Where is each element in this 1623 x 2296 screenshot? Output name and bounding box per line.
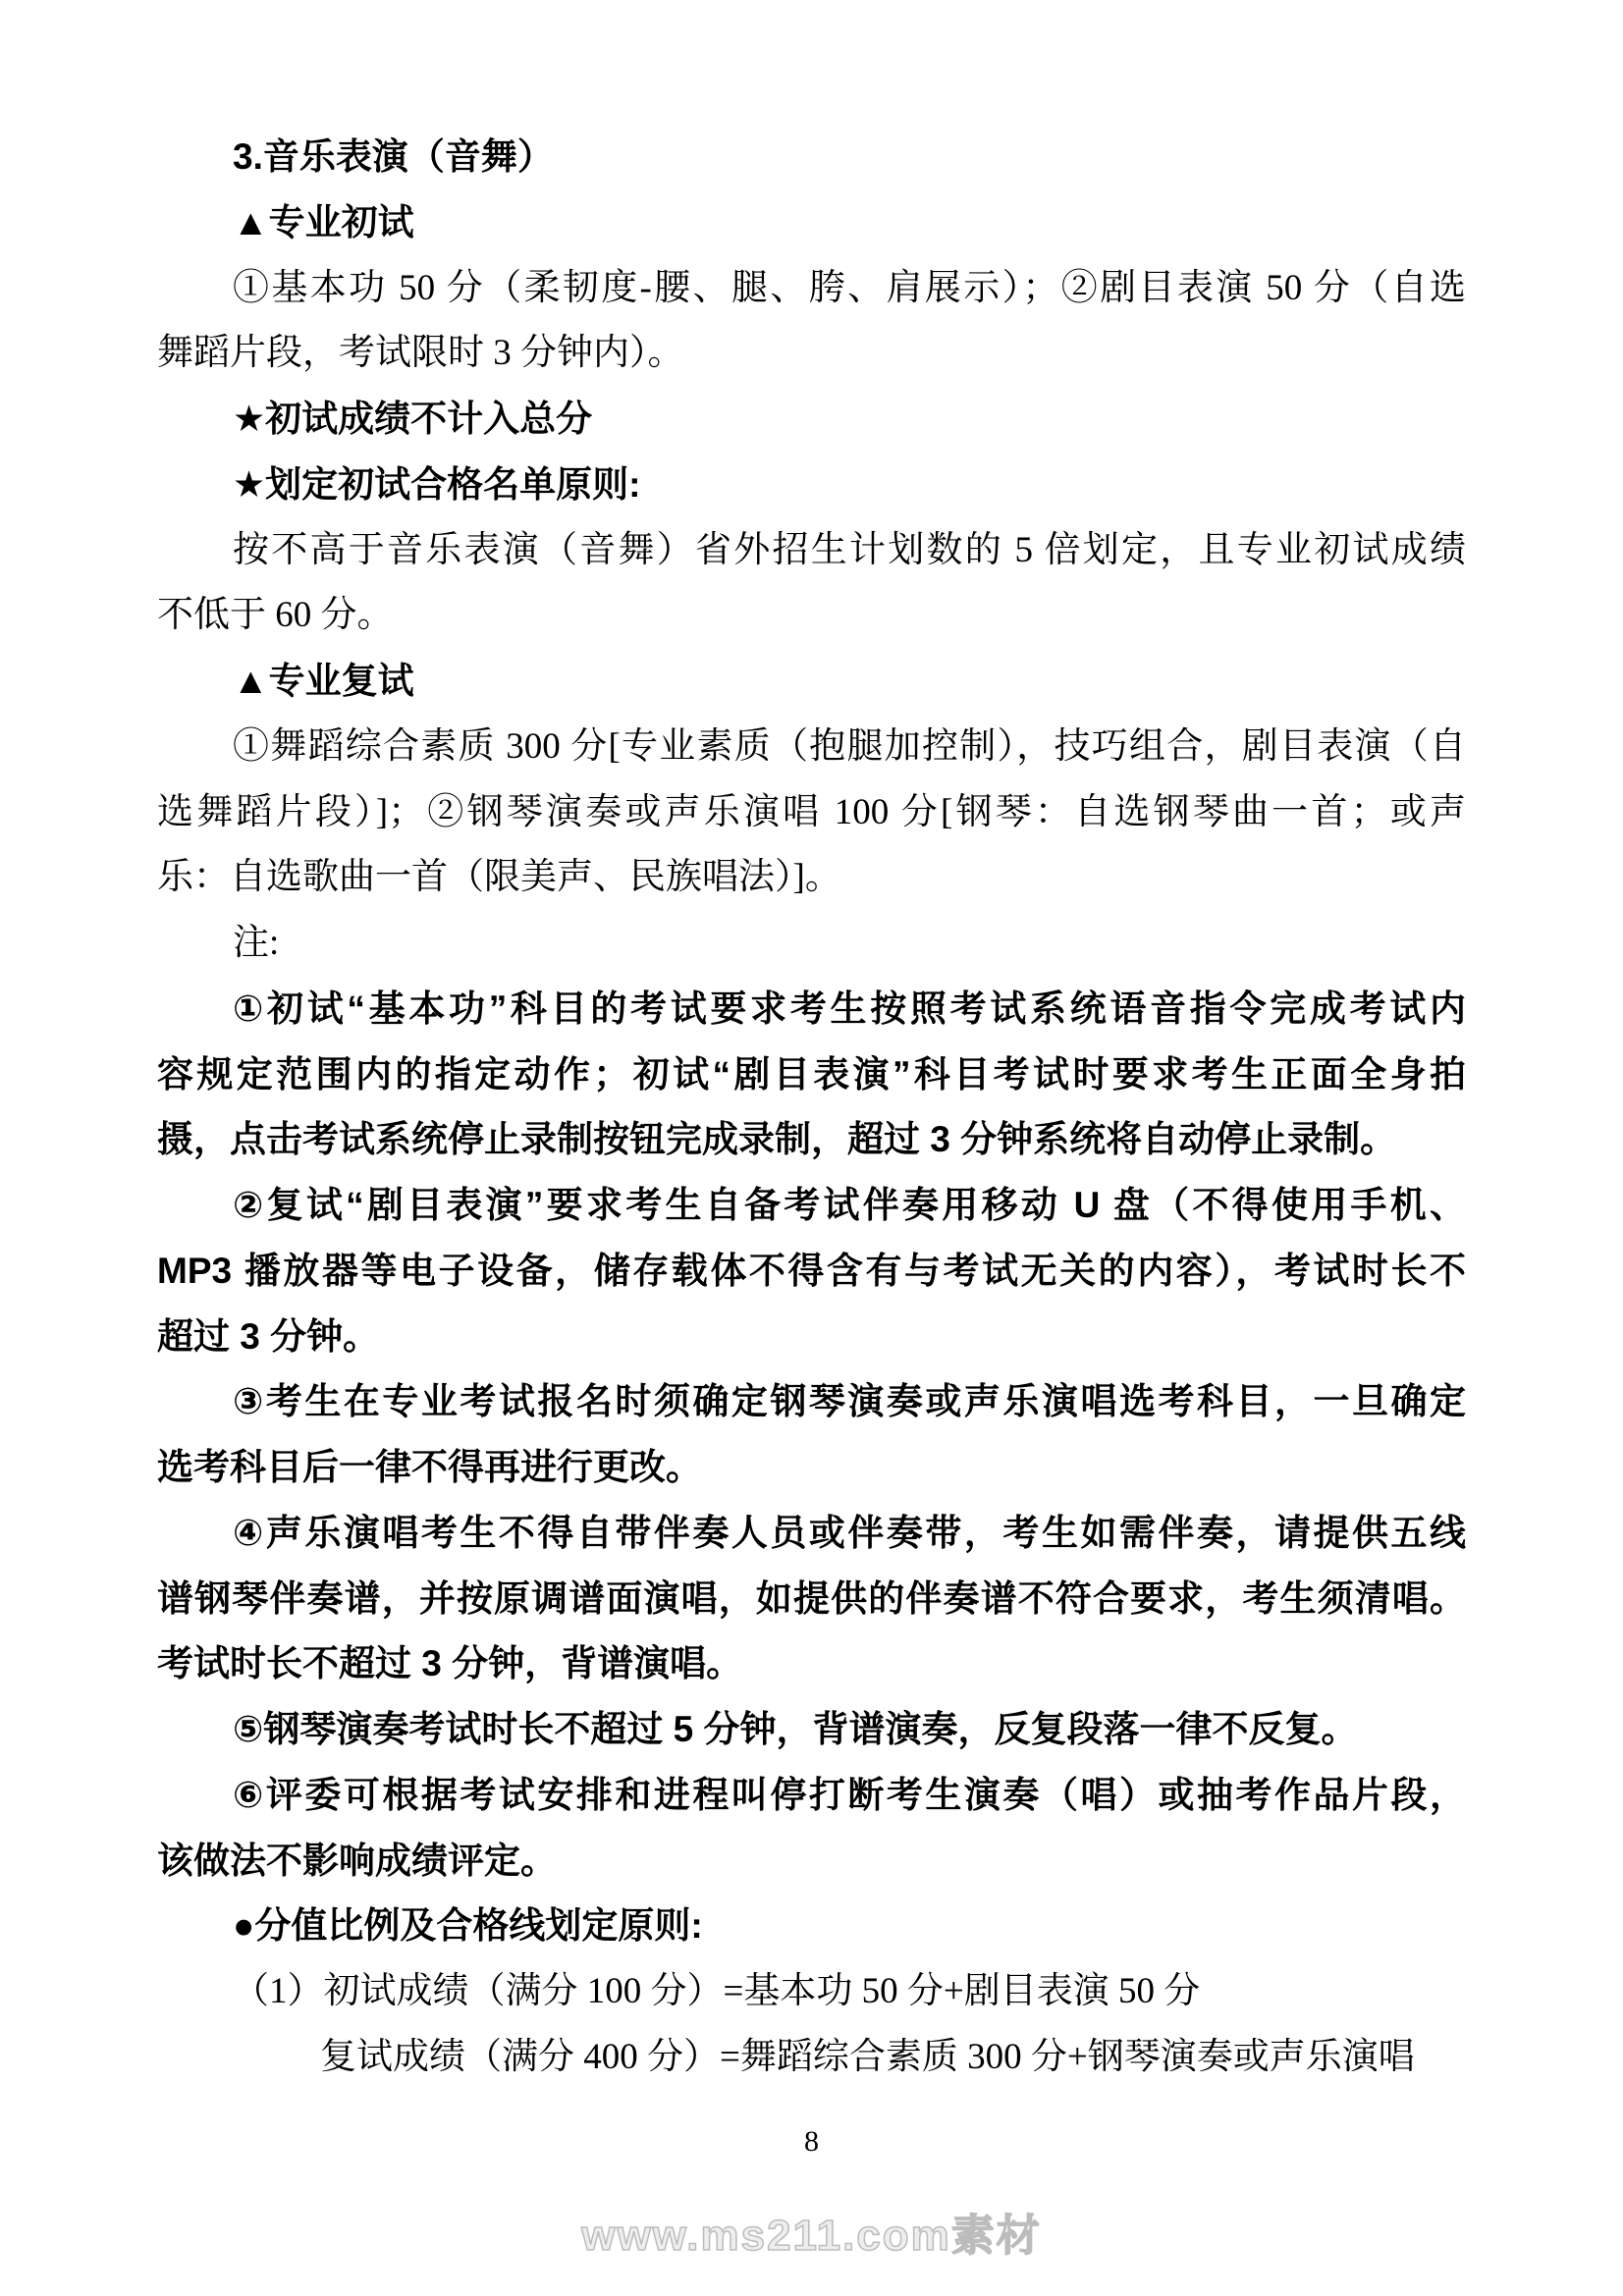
- text-line: ★初试成绩不计入总分: [233, 399, 593, 439]
- text-line: ▲专业初试: [233, 201, 414, 242]
- text-line: ②复试“剧目表演”要求考生自备考试伴奏用移动 U 盘（不得使用手机、: [233, 1185, 1466, 1225]
- text-line: （1）初试成绩（满分 100 分）=基本功 50 分+剧目表演 50 分: [233, 1971, 1201, 2011]
- text-line: 乐：自选歌曲一首（限美声、民族唱法）]。: [157, 857, 841, 898]
- text-line: ①基本功 50 分（柔韧度-腰、腿、胯、肩展示）；②剧目表演 50 分（自选: [233, 267, 1466, 308]
- text-line: 该做法不影响成绩评定。: [157, 1840, 557, 1881]
- text-line: 超过 3 分钟。: [157, 1315, 380, 1357]
- text-line: 谱钢琴伴奏谱，并按原调谱面演唱，如提供的伴奏谱不符合要求，考生须清唱。: [157, 1577, 1466, 1619]
- text-line: 摄，点击考试系统停止录制按钮完成录制，超过 3 分钟系统将自动停止录制。: [157, 1119, 1397, 1160]
- text-line: ③考生在专业考试报名时须确定钢琴演奏或声乐演唱选考科目，一旦确定: [233, 1381, 1466, 1422]
- watermark: www.ms211.com素材: [581, 2212, 1042, 2260]
- text-line: ④声乐演唱考生不得自带伴奏人员或伴奏带，考生如需伴奏，请提供五线: [233, 1512, 1466, 1553]
- text-line: ★划定初试合格名单原则:: [233, 463, 641, 505]
- text-line: ⑤钢琴演奏考试时长不超过 5 分钟，背谱演奏，反复段落一律不反复。: [233, 1709, 1358, 1749]
- text-line: 注:: [233, 923, 280, 963]
- text-line: 容规定范围内的指定动作；初试“剧目表演”科目考试时要求考生正面全身拍: [157, 1053, 1466, 1095]
- text-line: 3.音乐表演（音舞）: [233, 136, 554, 177]
- text-line: ①舞蹈综合素质 300 分[专业素质（抱腿加控制），技巧组合，剧目表演（自: [233, 725, 1466, 767]
- text-line: 选舞蹈片段）]；②钢琴演奏或声乐演唱 100 分[钢琴：自选钢琴曲一首；或声: [157, 791, 1466, 832]
- text-line: ①初试“基本功”科目的考试要求考生按照考试系统语音指令完成考试内: [233, 988, 1466, 1029]
- text-line: ●分值比例及合格线划定原则:: [233, 1905, 703, 1947]
- page-number: 8: [804, 2125, 819, 2158]
- text-line: 按不高于音乐表演（音舞）省外招生计划数的 5 倍划定，且专业初试成绩: [233, 529, 1466, 570]
- text-line: 考试时长不超过 3 分钟，背谱演唱。: [157, 1643, 743, 1684]
- text-line: ⑥评委可根据考试安排和进程叫停打断考生演奏（唱）或抽考作品片段，: [233, 1774, 1466, 1815]
- text-line: 不低于 60 分。: [157, 595, 394, 636]
- text-line: ▲专业复试: [233, 661, 414, 701]
- text-line: 舞蹈片段，考试限时 3 分钟内）。: [157, 333, 684, 374]
- text-line: MP3 播放器等电子设备，储存载体不得含有与考试无关的内容），考试时长不: [157, 1250, 1466, 1291]
- text-line: 选考科目后一律不得再进行更改。: [157, 1447, 702, 1487]
- text-line: 复试成绩（满分 400 分）=舞蹈综合素质 300 分+钢琴演奏或声乐演唱: [320, 2036, 1415, 2077]
